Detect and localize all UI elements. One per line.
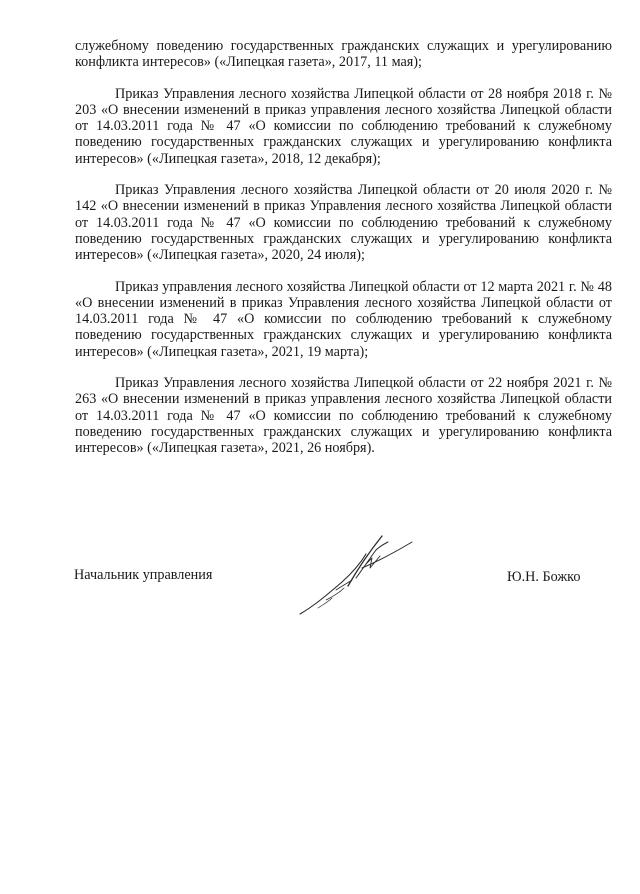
signatory-position: Начальник управления (74, 567, 213, 583)
paragraph-order-2021-november: Приказ Управления лесного хозяйства Липецкой области от 22 ноября 2021 г. № 263 «О внесении изменений в приказ управления лесного хозяйства Липецкой области от 14.03.2011 года № 47 «О комиссии по соблюдению требований к служебному поведению государственных гражданских служащих и урегулированию конфликта интересов» («Липецкая газета», 2021, 26 ноября). (75, 375, 612, 457)
paragraph-order-2021-march: Приказ управления лесного хозяйства Липецкой области от 12 марта 2021 г. № 48 «О внесении изменений в приказ Управления лесного хозяйства Липецкой области от 14.03.2011 года № 47 «О комиссии по соблюдению требований к служебному поведению государственных гражданских служащих и урегулированию конфликта интересов» («Липецкая газета», 2021, 19 марта); (75, 278, 612, 360)
paragraph-continuation: служебному поведению государственных гражданских служащих и урегулированию конфликта интересов» («Липецкая газета», 2017, 11 мая); (75, 38, 612, 71)
document-body (75, 38, 612, 472)
paragraph-order-2018: Приказ Управления лесного хозяйства Липецкой области от 28 ноября 2018 г. № 203 «О внесении изменений в приказ управления лесного хозяйства Липецкой области от 14.03.2011 года № 47 «О комиссии по соблюдению требований к служебному поведению государственных гражданских служащих и урегулированию конфликта интересов» («Липецкая газета», 2018, 12 декабря); (75, 85, 612, 167)
handwritten-signature (296, 528, 426, 618)
signatory-name: Ю.Н. Божко (507, 569, 581, 585)
paragraph-order-2020: Приказ Управления лесного хозяйства Липецкой области от 20 июля 2020 г. № 142 «О внесении изменений в приказ Управления лесного хозяйства Липецкой области от 14.03.2011 года № 47 «О комиссии по соблюдению требований к служебному поведению государственных гражданских служащих и урегулированию конфликта интересов» («Липецкая газета», 2020, 24 июля); (75, 182, 612, 264)
